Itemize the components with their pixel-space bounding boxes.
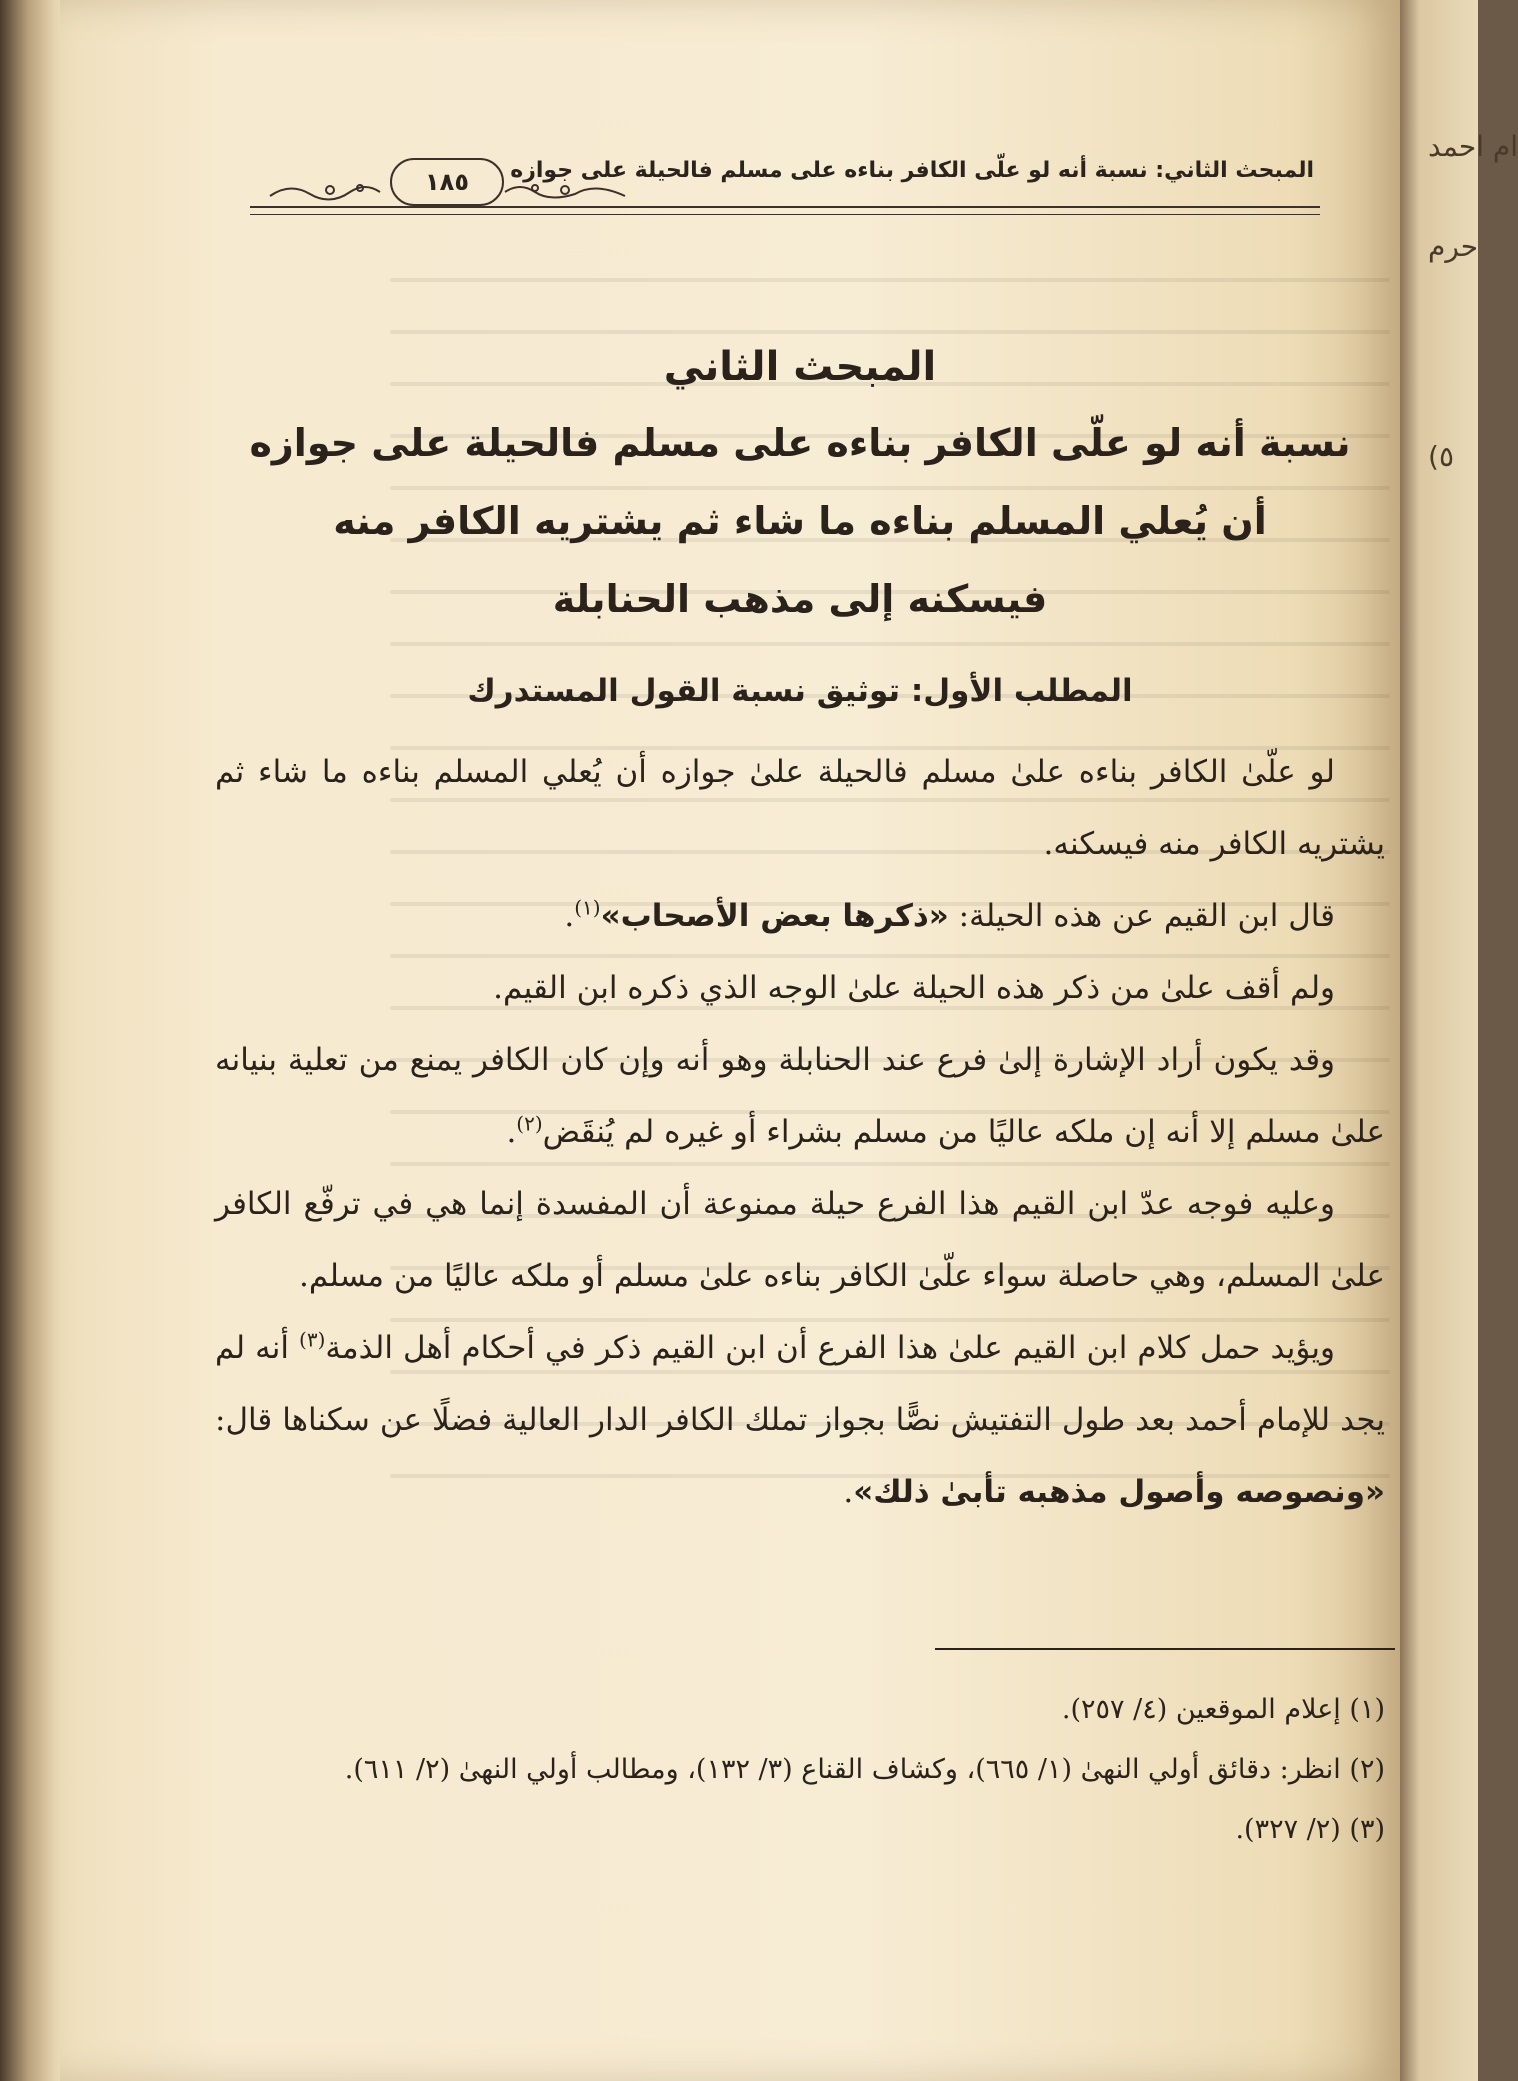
paragraph: [215, 880, 1385, 952]
page-number-badge: [390, 158, 504, 206]
page-body: [215, 330, 1385, 1528]
adjacent-fragment: ام احمد: [1428, 130, 1518, 163]
footnote-ref: (٢): [516, 1111, 543, 1136]
footnote-ref: (٣): [299, 1327, 326, 1352]
section-title: المبحث الثاني: [663, 344, 937, 390]
section-heading-line: فيسكنه إلى مذهب الحنابلة: [552, 577, 1048, 621]
footnote: (٣) (٢/ ٣٢٧).: [1235, 1814, 1385, 1845]
paragraph-text: .: [564, 898, 575, 934]
quotation: «ونصوصه وأصول مذهبه تأبىٰ ذلك»: [853, 1474, 1385, 1510]
footnote-ref: (١): [574, 895, 601, 920]
section-heading-line: نسبة أنه لو علّى الكافر بناءه على مسلم فالحيلة على جوازه: [249, 421, 1351, 465]
footnote-divider: [935, 1648, 1395, 1650]
paragraph: [215, 1312, 1385, 1528]
footnote: (٢) انظر: دقائق أولي النهىٰ (١/ ٦٦٥)، وكشاف القناع (٣/ ١٣٢)، ومطالب أولي النهىٰ (٢/ ٦١١).: [344, 1754, 1385, 1785]
section-heading-line: أن يُعلي المسلم بناءه ما شاء ثم يشتريه الكافر منه: [333, 499, 1267, 543]
adjacent-fragment: حرم: [1428, 230, 1479, 263]
adjacent-fragment: ٥): [1428, 440, 1454, 473]
paragraph: ولم أقف علىٰ من ذكر هذه الحيلة علىٰ الوجه الذي ذكره ابن القيم.: [493, 970, 1335, 1006]
paragraph: [215, 1024, 1385, 1168]
paragraph-text: .: [843, 1474, 854, 1510]
paragraph-text: وقد يكون أراد الإشارة إلىٰ فرع عند الحنابلة وهو أنه وإن كان الكافر يمنع من تعلية بنيانه علىٰ مسلم إلا أنه إن ملكه عاليًا من مسلم بشراء أو غيره لم يُنقَض: [215, 1042, 1385, 1150]
subsection-heading: المطلب الأول: توثيق نسبة القول المستدرك: [467, 673, 1133, 709]
footnotes: [215, 1680, 1385, 1860]
paragraph-text: قال ابن القيم عن هذه الحيلة:: [948, 898, 1335, 934]
quotation: «ذكرها بعض الأصحاب»: [600, 898, 949, 934]
paragraph-text: أنه لم يجد للإمام أحمد بعد طول التفتيش نصًّا بجواز تملك الكافر الدار العالية فضلًا عن سكناها قال:: [215, 1330, 1385, 1438]
ornament-right-icon: [505, 172, 625, 202]
header-rule: [250, 206, 1320, 215]
paragraph-text: .: [506, 1114, 517, 1150]
adjacent-page-edge: [1400, 0, 1518, 2081]
paragraph-text: ويؤيد حمل كلام ابن القيم علىٰ هذا الفرع أن ابن القيم ذكر في أحكام أهل الذمة: [325, 1330, 1335, 1366]
running-title: المبحث الثاني: نسبة أنه لو علّى الكافر بناءه على مسلم فالحيلة على جوازه: [510, 158, 1314, 183]
footnote: (١) إعلام الموقعين (٤/ ٢٥٧).: [1061, 1694, 1385, 1725]
page-header: [250, 150, 1320, 220]
paragraph: وعليه فوجه عدّ ابن القيم هذا الفرع حيلة ممنوعة أن المفسدة إنما هي في ترفّع الكافر علىٰ المسلم، وهي حاصلة سواء علّىٰ الكافر بناءه علىٰ مسلم أو ملكه عاليًا من مسلم.: [215, 1186, 1385, 1294]
page-number: ١٨٥: [425, 168, 469, 196]
paragraph: لو علّىٰ الكافر بناءه علىٰ مسلم فالحيلة علىٰ جوازه أن يُعلي المسلم بناءه ما شاء ثم يشتريه الكافر منه فيسكنه.: [215, 754, 1385, 862]
ornament-left-icon: [270, 172, 390, 202]
